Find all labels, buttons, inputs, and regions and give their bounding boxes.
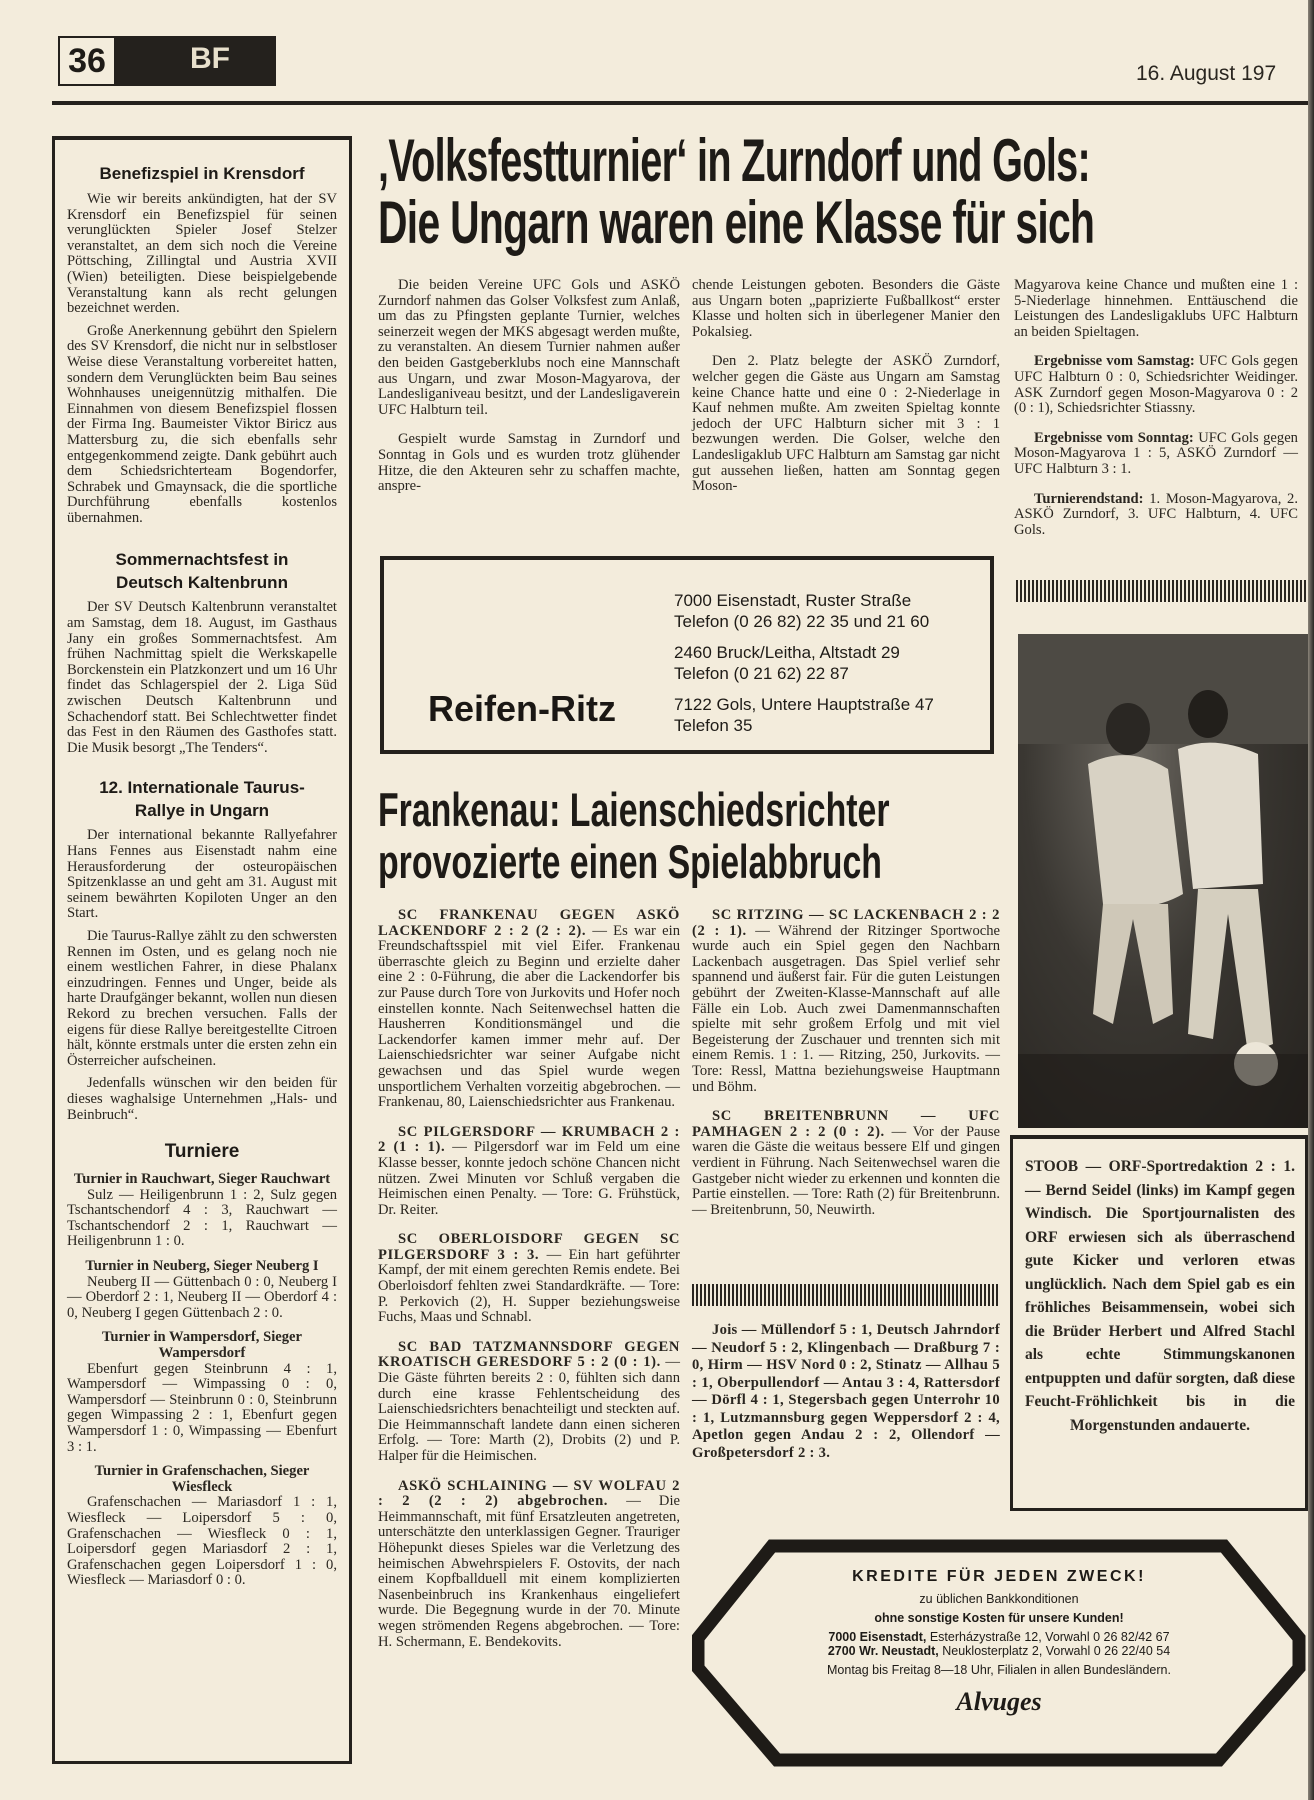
- ad-address-2: [692, 1644, 1306, 1658]
- phone-line: Telefon (0 21 62) 22 87: [674, 664, 849, 683]
- divider-hatch: [1016, 580, 1308, 602]
- match-title: SC RITZING — SC LACKENBACH 2 : 2 (2 : 1).: [692, 907, 1000, 939]
- match-title: ASKÖ SCHLAINING — SV WOLFAU 2 : 2 (2 : 2) abgebrochen.: [378, 1477, 680, 1510]
- results-label: Ergebnisse vom Samstag:: [1034, 353, 1195, 370]
- phone-line: Telefon (0 26 82) 22 35 und 21 60: [674, 612, 930, 631]
- match-report: [378, 1232, 680, 1326]
- ad-address-1: [692, 1630, 1306, 1644]
- match-title: SC BREITENBRUNN — UFC PAMHAGEN 2 : 2 (0 : 2).: [692, 1108, 1000, 1140]
- header-rule: [52, 101, 1308, 105]
- photo-caption: STOOB — ORF-Sportredaktion 2 : 1. — Bernd Seidel (links) im Kampf gegen Windisch. Die Sportjournalisten des ORF erwiesen sich als überraschend gute Kicker und verloren etwas unglücklich. Nach dem Spiel gab es ein fröhliches Beisammensein, wobei sich die Brüder Herbert und Alfred Stachl als echte Stimmungskanonen entpuppten und dafür sorgten, daß diese Feucht-Fröhlichkeit bis in die Morgenstunden andauerte.: [1025, 1158, 1295, 1434]
- article-paragraph: Wie wir bereits ankündigten, hat der SV Krensdorf ein Benefizspiel für seinen verunglückten Spieler Josef Stelzer veranstaltet, an dem sich noch die Vereine Pöttsching, Zillingtal und Austria XVII (Wien) beteiligten. Diese beispielgebende Veranstaltung kann als recht gelungen bezeichnet werden.: [67, 191, 337, 317]
- section-label: BF: [190, 42, 230, 75]
- ad-kredite: [692, 1538, 1306, 1768]
- article-paragraph: chende Leistungen geboten. Besonders die Gäste aus Ungarn boten „paprizierte Fußballkost“ erster Klasse und holten sich in überlegener Manier den Pokalsieg.: [692, 277, 1000, 340]
- ad-addresses: [674, 590, 934, 736]
- results-label: Ergebnisse vom Sonntag:: [1034, 429, 1194, 446]
- article-paragraph: Jedenfalls wünschen wir den beiden für dieses waghalsige Unternehmen „Hals- und Beinbruch“.: [67, 1075, 337, 1123]
- article-paragraph: Gespielt wurde Samstag in Zurndorf und Sonntag in Gols und es wurden trotz glühender Hitze, die den Akteuren sehr zu schaffen machte, anspre-: [378, 431, 680, 495]
- article-paragraph: Der international bekannte Rallyefahrer Hans Fennes aus Eisenstadt nahm eine Herausforderung der osteuropäischen Spitzenklasse an und geht am 31. August mit seinem bewährten Kopiloten Unger an den Start.: [67, 827, 337, 922]
- article-title: 12. Internationale Taurus-Rallye in Ungarn: [99, 778, 305, 821]
- headline-line-1: Frankenau: Laienschiedsrichter: [378, 783, 890, 836]
- ad-hours: Montag bis Freitag 8—18 Uhr, Filialen in allen Bundesländern.: [827, 1663, 1171, 1677]
- article-column: [378, 278, 680, 495]
- article-column: [1014, 278, 1298, 538]
- page-number: 36: [60, 38, 114, 84]
- results-text: UFC Gols gegen UFC Halbturn 0 : 0, Schiedsrichter Weidinger. ASK Zurndorf gegen Moson-Magyarova 0 : 2 (0 : 1), Schiedsrichter Stiassny.: [1014, 353, 1298, 417]
- match-report: [378, 908, 680, 1111]
- results-text: Jois — Müllendorf 5 : 1, Deutsch Jahrndorf — Neudorf 5 : 2, Klingenbach — Draßburg 7 : 0, Hirm — HSV Nord 0 : 2, Stinatz — Allhau 5 : 1, Oberpullendorf — Antau 3 : 4, Rattersdorf — Dörfl 4 : 1, Stegersbach gegen Unterrohr 10 : 1, Lutzmannsburg gegen Weppersdorf 2 : 4, Apetlon gegen Andau 2 : 2, Ollendorf — Großpetersdorf 2 : 3.: [692, 1322, 1000, 1461]
- match-reports-right: [692, 908, 1000, 1218]
- headline-line-2: provozierte einen Spielabbruch: [378, 835, 882, 888]
- frankenau-headline: [378, 782, 998, 900]
- match-report: [378, 1340, 680, 1465]
- phone-line: Telefon 35: [674, 716, 753, 735]
- match-text: — Ein hart geführter Kampf, der mit einem gerechten Remis endete. Bei Oberloisdorf fehlten zwei Standardkräfte. — Tore: P. Perkovich (2), H. Supper beziehungsweise Fuchs, Maas und Schnabl.: [378, 1246, 681, 1326]
- results-list: [692, 1322, 1000, 1462]
- headline-line-2: Die Ungarn waren eine Klasse für sich: [378, 189, 1095, 256]
- ad-title: KREDITE FÜR JEDEN ZWECK!: [852, 1568, 1146, 1585]
- article-paragraph: Die Taurus-Rallye zählt zu den schwersten Rennen im Osten, und es gelang noch nie einem westlichen Fahrer, in diese Phalanx einzudringen. Fennes und Unger, beide als harte Draufgänger bekannt, wollen nun diesen Rekord zu brechen versuchen. Falls der eigens für diese Rallye bereitgestellte Citroen hält, könnte erstmals unter die ersten zehn ein Österreicher aufscheinen.: [67, 927, 337, 1069]
- article-paragraph: Große Anerkennung gebührt den Spielern des SV Krensdorf, die nicht nur in selbstloser Weise diese Veranstaltung vorbereitet hatten, sondern dem Verunglückten beim Bau seines Wohnhauses uneigennützig mithalfen. Die Einnahmen von diesem Benefizspiel flossen der Firma Ing. Baumeister Viktor Biricz aus Mattersburg zu, die sich ebenfalls sehr entgegenkommend zeigte. Dank gebührt auch dem Schiedsrichterteam Bogendorfer, Schrabek und Gmaynsack, die die sportliche Durchführung ebenfalls kostenlos übernahmen.: [67, 322, 337, 526]
- results-sunday: [1014, 431, 1298, 478]
- ad-subtitle-bold: ohne sonstige Kosten für unsere Kunden!: [874, 1611, 1124, 1625]
- match-title: SC PILGERSDORF — KRUMBACH 2 : 2 (1 : 1).: [378, 1123, 680, 1156]
- match-report: [692, 908, 1000, 1095]
- match-title: SC FRANKENAU GEGEN ASKÖ LACKENDORF 2 : 2 (2 : 2).: [378, 907, 680, 939]
- ad-brand: Reifen-Ritz: [428, 688, 616, 729]
- ad-body: [692, 1568, 1306, 1717]
- tournament-head: Turnier in Wampersdorf, Sieger Wampersdorf: [102, 1329, 302, 1362]
- tournament-results: Neuberg II — Güttenbach 0 : 0, Neuberg I — Oberdorf 2 : 1, Neuberg II — Oberdorf 4 : 0, Neuberg I gegen Güttenbach 2 : 0.: [67, 1273, 337, 1321]
- photo-caption-box: [1010, 1135, 1308, 1511]
- ad-reifen-ritz: [380, 556, 994, 754]
- results-text: 1. Moson-Magyarova, 2. ASKÖ Zurndorf, 3. UFC Halbturn, 4. UFC Gols.: [1014, 490, 1298, 538]
- main-headline: [378, 126, 1306, 266]
- match-text: — Während der Ritzinger Sportwoche wurde auch ein Spiel gegen den Nachbarn Lackenbach ausgetragen. Das Spiel verlief sehr spannend und äußerst fair. Für die guten Leistungen gebührt der Zweiten-Klasse-Mannschaft auf alle Fälle ein Lob. Auch zwei Damenmannschaften spielte mit sehr großem Erfolg und mit viel Begeisterung der Zuschauer und trennten sich mit einem Remis. 1 : 1. — Ritzing, 250, Jurkovits. — Tore: Ressl, Mattna beziehungsweise Hauptmann und Böhm.: [692, 922, 1000, 1095]
- address-line: 7122 Gols, Untere Hauptstraße 47: [674, 695, 934, 714]
- football-players-illustration: [1018, 634, 1308, 1128]
- tournament-results: Ebenfurt gegen Steinbrunn 4 : 1, Wampersdorf — Wimpassing 0 : 0, Wampersdorf — Steinbrunn 0 : 0, Steinbrunn gegen Wimpassing 2 : 1, Ebenfurt gegen Wampersdorf 1 : 0, Wimpassing — Ebenfurt 3 : 1.: [67, 1360, 337, 1455]
- article-paragraph: Den 2. Platz belegte der ASKÖ Zurndorf, welcher gegen die Gäste aus Ungarn am Samstag keine Chance hatte und eine 0 : 2-Niederlage in Kauf nehmen mußte. Am zweiten Spieltag konnte jedoch der UFC Halbturn sicher mit 3 : 1 bezwungen werden. Die Golser, welche den Landesligaklub UFC Halbturn am Samstag gar nicht gut aussehen ließen, hatten am Sonntag gegen Moson-: [692, 353, 1000, 495]
- address-line: 7000 Eisenstadt, Ruster Straße: [674, 591, 912, 610]
- match-text: — Pilgersdorf war im Feld um eine Klasse besser, konnte jedoch schöne Chancen nicht nützen. Zwei Minuten vor Schluß vergaben die Heimischen einen Penalty. — Tore: G. Frühstück, Dr. Reiter.: [378, 1139, 680, 1218]
- article-title: Benefizspiel in Krensdorf: [99, 164, 305, 183]
- match-title: SC OBERLOISDORF GEGEN SC PILGERSDORF 3 : 3.: [378, 1231, 680, 1263]
- article-column: [692, 278, 1000, 495]
- match-text: — Vor der Pause waren die Gäste die weitaus bessere Elf und gingen verdient in Führung. Nach Seitenwechsel waren die Gastgeber nicht wieder zu erkennen und konnten die Partie einstellen. — Tore: Rath (2) für Breitenbrunn. — Breitenbrunn, 50, Neuwirth.: [692, 1123, 1000, 1218]
- ad-city: 7000 Eisenstadt,: [828, 1630, 927, 1644]
- article-title: Sommernachtsfest in Deutsch Kaltenbrunn: [115, 550, 289, 593]
- match-reports-left: [378, 908, 680, 1650]
- divider-hatch: [692, 1284, 1000, 1306]
- match-report: [378, 1479, 680, 1651]
- tournament-head: Turnier in Rauchwart, Sieger Rauchwart: [73, 1171, 331, 1188]
- tournament-results: Grafenschachen — Mariasdorf 1 : 1, Wiesfleck — Loipersdorf 5 : 0, Grafenschachen — Wiesfleck 0 : 1, Loipersdorf gegen Mariasdorf 2 : 1, Grafenschachen gegen Loipersdorf 1 : 0, Wiesfleck — Mariasdorf 0 : 0.: [67, 1494, 337, 1589]
- tournament-head: Turnier in Neuberg, Sieger Neuberg I: [85, 1258, 319, 1275]
- match-text: — Es war ein Freundschaftsspiel mit viel Eifer. Frankenau überraschte gleich zu Beginn und erzielte daher eine 2 : 0-Führung, die aber die Lackendorfer bis zur Pause durch Tore von Jurkovits und Hofer noch einstellen konnte. Nach Seitenwechsel hatten die Hausherren Konditionsmängel und die Lackendorfer kamen immer mehr auf. Der Laienschiedsrichter war seiner Aufgabe nicht gewachsen und das Spiel wurde wegen unsportlichem Verhalten vorzeitig abgebrochen. — Frankenau, 80, Laienschiedsrichter aus Frankenau.: [378, 922, 680, 1111]
- results-text: UFC Gols gegen Moson-Magyarova 1 : 5, ASKÖ Zurndorf — UFC Halbturn 3 : 1.: [1014, 429, 1298, 477]
- match-report: [378, 1125, 680, 1219]
- match-text: — Die Gäste führten bereits 2 : 0, fühlten sich dann durch eine krasse Fehlentscheidung des Laienschiedsrichters benachteiligt und steckten auf. Die Heimmannschaft landete dann einen sicheren Erfolg. — Tore: Marth (2), Drobits (2) und P. Halper für die Heimischen.: [378, 1354, 680, 1464]
- ad-subtitle: zu üblichen Bankkonditionen: [919, 1592, 1079, 1606]
- results-label: Turnierendstand:: [1034, 490, 1144, 507]
- page-edge: [1308, 0, 1314, 1800]
- page-header: [58, 36, 276, 86]
- article-paragraph: Magyarova keine Chance und mußten eine 1 : 5-Niederlage hinnehmen. Enttäuschend die Leistungen des Landesligaklubs UFC Halbturn an beiden Spieltagen.: [1014, 277, 1298, 340]
- tournament-results: Sulz — Heiligenbrunn 1 : 2, Sulz gegen Tschantschendorf 4 : 3, Rauchwart — Tschantschendorf 2 : 1, Rauchwart — Heiligenbrunn 1 : 0.: [67, 1186, 337, 1250]
- headline-line-1: ‚Volksfestturnier‘ in Zurndorf und Gols:: [378, 127, 1091, 194]
- results-saturday: [1014, 354, 1298, 416]
- tournament-head: Turnier in Grafenschachen, Sieger Wiesfleck: [94, 1463, 310, 1495]
- match-report: [692, 1109, 1000, 1218]
- final-standings: [1014, 492, 1298, 539]
- article-paragraph: Die beiden Vereine UFC Gols und ASKÖ Zurndorf nahmen das Golser Volksfest zum Anlaß, um das zu Pfingsten geplante Turnier, welches seinerzeit wegen der MKS abgesagt werden mußte, zu veranstalten. An diesem Turnier nahmen außer den beiden Gastgeberklubs noch eine Mannschaft aus Ungarn, und zwar Moson-Magyarova, der Landesliganiveau besitzt, und der Landesligaverein UFC Halbturn teil.: [378, 277, 680, 418]
- match-text: — Die Heimmannschaft, mit fünf Ersatzleuten angetreten, unterschätzte den unterklassigen Gegner. Trauriger Höhepunkt dieses Spieles war die Verletzung des heimischen Abwehrspielers F. Ostovits, der nach einem Kopfballduell mit einem komplizierten Nasenbeinbruch ins Krankenhaus eingeliefert wurde. Die Begegnung wurde in der 70. Minute wegen strömenden Regens abgebrochen. — Tore: H. Schermann, E. Bendekovits.: [378, 1493, 680, 1650]
- match-photo: [1018, 634, 1308, 1128]
- section-title: Turniere: [164, 1141, 240, 1163]
- ad-address: Neuklosterplatz 2, Vorwahl 0 26 22/40 54: [938, 1644, 1171, 1658]
- ad-brand: Alvuges: [956, 1687, 1042, 1716]
- ad-city: 2700 Wr. Neustadt,: [827, 1644, 939, 1658]
- issue-date: 16. August 197: [1136, 62, 1277, 85]
- match-title: SC BAD TATZMANNSDORF GEGEN KROATISCH GERESDORF 5 : 2 (0 : 1).: [378, 1338, 680, 1371]
- left-column: [52, 136, 352, 1764]
- article-paragraph: Der SV Deutsch Kaltenbrunn veranstaltet am Samstag, dem 18. August, im Gasthaus Jany ein großes Sommernachtsfest. Am frühen Nachmittag spielt die Werkskapelle Borckenstein ein Platzkonzert und um 16 Uhr findet das Schlagerspiel der 2. Liga Süd zwischen Deutsch Kaltenbrunn und Schachendorf statt. Bei Schlechtwetter findet das Fest in den Räumen des Gasthofes statt. Die Musik besorgt „The Tenders“.: [67, 599, 337, 756]
- address-line: 2460 Bruck/Leitha, Altstadt 29: [674, 643, 900, 662]
- ad-address: Esterházystraße 12, Vorwahl 0 26 82/42 67: [926, 1630, 1170, 1644]
